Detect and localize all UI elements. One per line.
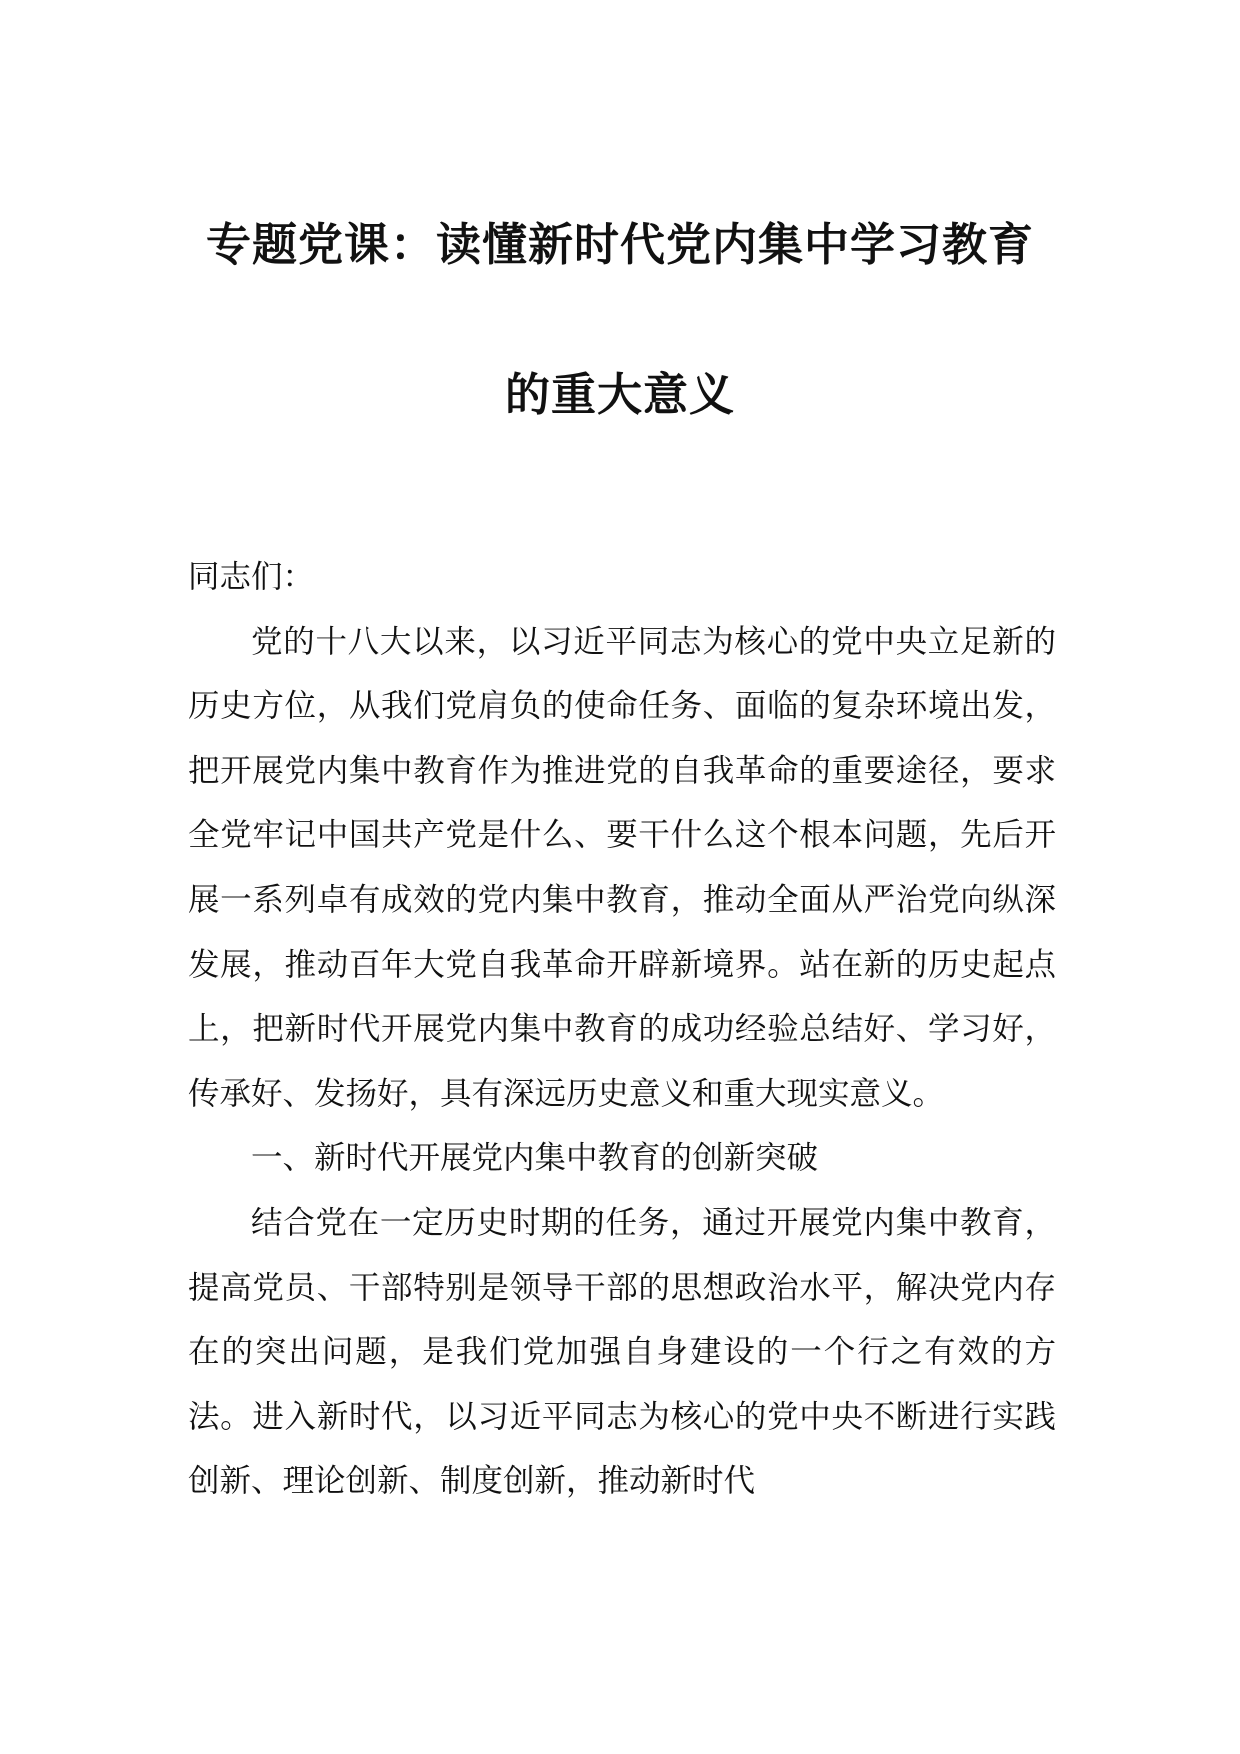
section-heading-1: 一、新时代开展党内集中教育的创新突破 bbox=[251, 1140, 819, 1177]
document-title-line-2: 的重大意义 bbox=[504, 368, 735, 421]
document-title-line-1: 专题党课：读懂新时代党内集中学习教育 bbox=[205, 218, 1034, 271]
salutation: 同志们： bbox=[188, 559, 315, 595]
paragraph-section-1: 结合党在一定历史时期的任务，通过开展党内集中教育，提高党员、干部特别是领导干部的思想政治水平，解决党内存在的突出问题，是我们党加强自身建设的一个行之有效的方法。进入新时代，以习近平同志为核心的党中央不断进行实践创新、理论创新、制度创新，推动新时代 bbox=[188, 1204, 1056, 1500]
paragraph-intro: 党的十八大以来，以习近平同志为核心的党中央立足新的历史方位，从我们党肩负的使命任务、面临的复杂环境出发，把开展党内集中教育作为推进党的自我革命的重要途径，要求全党牢记中国共产党是什么、要干什么这个根本问题，先后开展一系列卓有成效的党内集中教育，推动全面从严治党向纵深发展，推动百年大党自我革命开辟新境界。站在新的历史起点上，把新时代开展党内集中教育的成功经验总结好、学习好，传承好、发扬好，具有深远历史意义和重大现实意义。 bbox=[188, 623, 1056, 1112]
document-body bbox=[188, 545, 1056, 1514]
